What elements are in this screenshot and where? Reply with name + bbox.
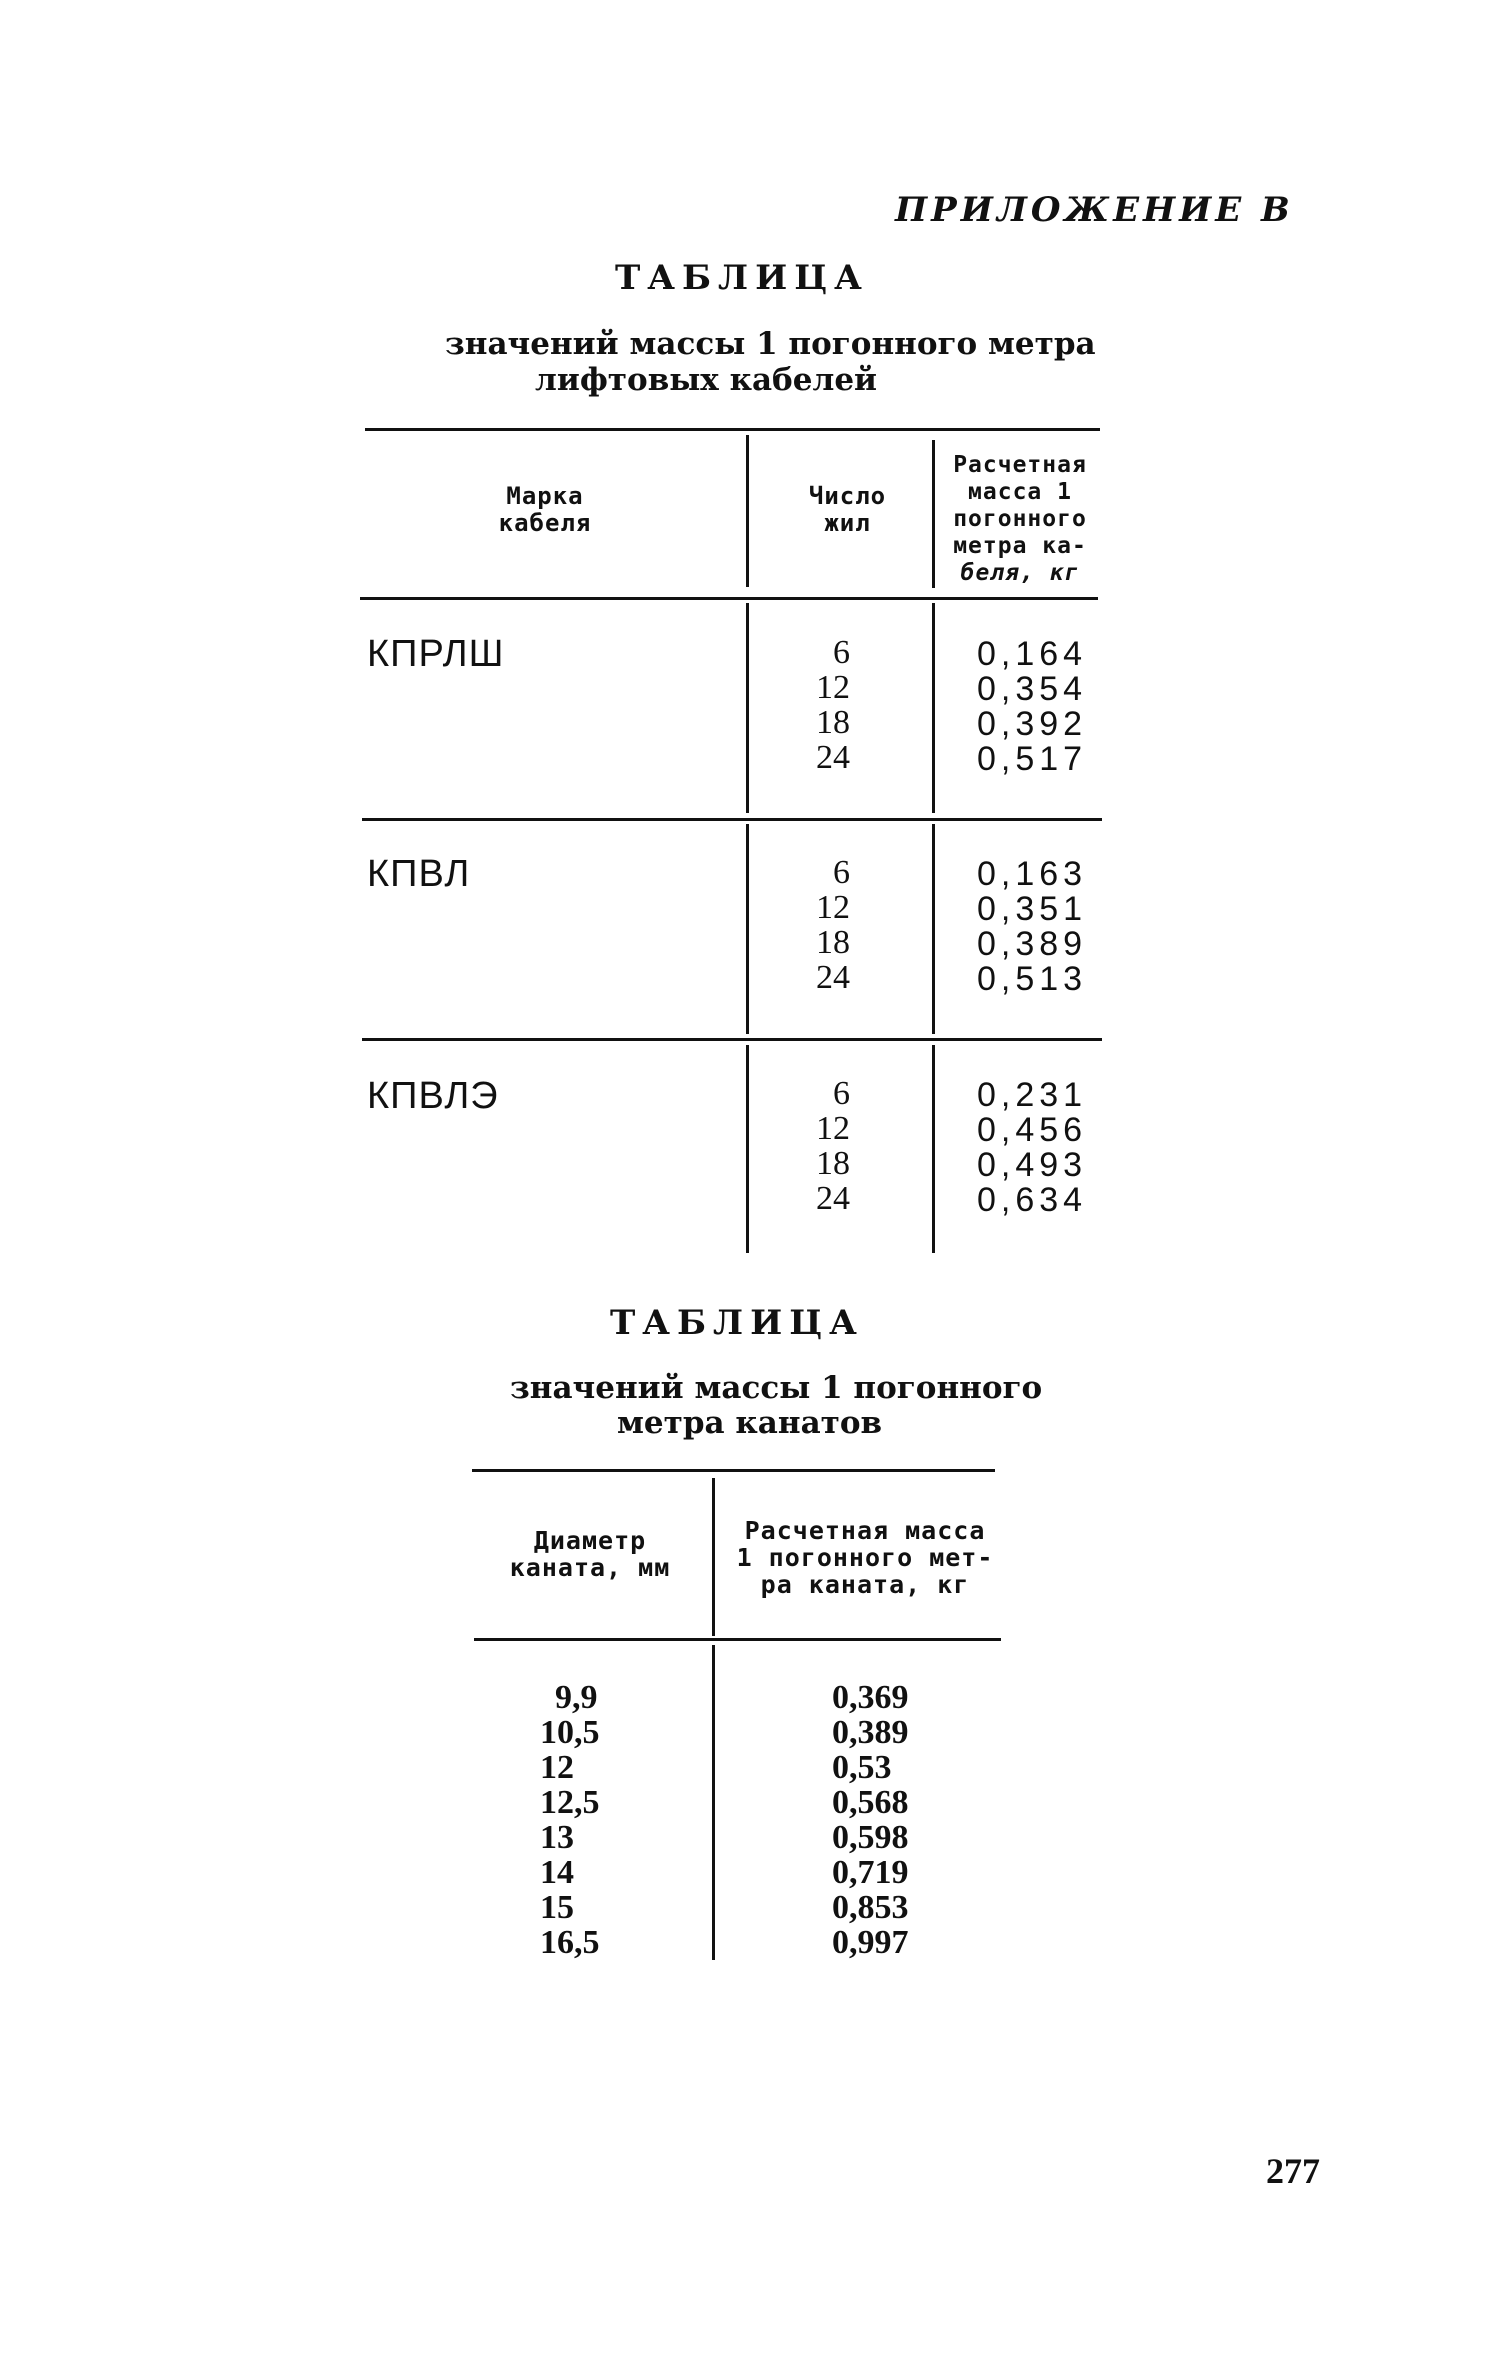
header-text: беля, кг xyxy=(960,560,1080,586)
cables-header-mass xyxy=(935,452,1105,587)
header-text: Марка xyxy=(506,482,584,510)
cores-cell: 6 xyxy=(833,1075,850,1112)
cores-cell: 12 xyxy=(816,889,850,926)
cables-column-separator xyxy=(932,603,935,813)
cores-cell: 18 xyxy=(816,1145,850,1182)
mass-cell: 0,351 xyxy=(977,890,1088,928)
rope-mass-cell: 0,369 xyxy=(832,1679,909,1716)
cables-header-separator xyxy=(746,435,749,587)
mass-cell: 0,163 xyxy=(977,855,1088,893)
cores-cell-group xyxy=(790,855,850,995)
cores-cell: 12 xyxy=(816,1110,850,1147)
cable-brand: КПРЛШ xyxy=(367,633,505,675)
header-text: Число xyxy=(808,482,887,510)
header-text: масса 1 xyxy=(968,479,1072,505)
rope-mass-cell: 0,997 xyxy=(832,1924,909,1961)
cores-cell: 24 xyxy=(816,739,850,776)
header-text: кабеля xyxy=(498,509,592,537)
header-text: ра каната, кг xyxy=(760,1570,970,1599)
diameter-cell: 12 xyxy=(540,1749,574,1786)
cables-subtitle-line2: лифтовых кабелей xyxy=(535,362,878,398)
cables-subtitle-line1: значений массы 1 погонного метра xyxy=(445,326,1096,362)
cables-group-divider xyxy=(362,818,1102,821)
appendix-label: ПРИЛОЖЕНИЕ В xyxy=(895,190,1294,230)
mass-cell: 0,354 xyxy=(977,670,1088,708)
ropes-header-separator xyxy=(712,1478,715,1636)
cables-top-rule xyxy=(365,428,1100,431)
mass-cell: 0,493 xyxy=(977,1146,1088,1184)
cables-header-brand xyxy=(460,483,630,537)
ropes-header-rule xyxy=(474,1638,1001,1641)
mass-cell: 0,389 xyxy=(977,925,1088,963)
cables-column-separator xyxy=(746,603,749,813)
mass-cell: 0,517 xyxy=(977,740,1088,778)
ropes-subtitle-line2: метра канатов xyxy=(617,1405,883,1441)
diameter-cell: 12,5 xyxy=(540,1784,600,1821)
header-text: Расчетная масса xyxy=(744,1516,986,1545)
cores-cell: 24 xyxy=(816,1180,850,1217)
ropes-header-mass xyxy=(730,1517,1000,1598)
cores-cell: 18 xyxy=(816,704,850,741)
rope-mass-cell: 0,598 xyxy=(832,1819,909,1856)
cores-cell: 24 xyxy=(816,959,850,996)
cores-cell-group xyxy=(790,1076,850,1216)
rope-mass-cell: 0,853 xyxy=(832,1889,909,1926)
cable-brand: КПВЛ xyxy=(367,853,471,895)
cables-group-divider xyxy=(362,1038,1102,1041)
cores-cell: 12 xyxy=(816,669,850,706)
cores-cell: 6 xyxy=(833,854,850,891)
mass-cell: 0,456 xyxy=(977,1111,1088,1149)
rope-mass-cell: 0,53 xyxy=(832,1749,892,1786)
header-text: жил xyxy=(824,509,871,537)
cables-header-cores xyxy=(780,483,915,537)
rope-mass-cell: 0,719 xyxy=(832,1854,909,1891)
mass-cell: 0,513 xyxy=(977,960,1088,998)
mass-cell-group xyxy=(977,637,1087,777)
diameter-cell: 10,5 xyxy=(540,1714,600,1751)
page-number: 277 xyxy=(1266,2151,1320,2191)
diameter-cell: 13 xyxy=(540,1819,574,1856)
cables-column-separator xyxy=(746,1045,749,1253)
diameter-cell: 9,9 xyxy=(555,1679,598,1716)
ropes-table-title: ТАБЛИЦА xyxy=(610,1303,864,1343)
header-text: Расчетная xyxy=(953,452,1087,478)
mass-cell: 0,634 xyxy=(977,1181,1088,1219)
rope-mass-cell: 0,389 xyxy=(832,1714,909,1751)
rope-mass-column xyxy=(832,1680,909,1960)
cores-cell: 18 xyxy=(816,924,850,961)
cores-cell-group xyxy=(790,635,850,775)
ropes-top-rule xyxy=(472,1469,995,1472)
mass-cell: 0,392 xyxy=(977,705,1088,743)
cables-column-separator xyxy=(746,824,749,1034)
rope-diameter-column xyxy=(540,1680,600,1960)
ropes-header-diameter xyxy=(480,1527,700,1581)
cores-cell: 6 xyxy=(833,634,850,671)
mass-cell: 0,164 xyxy=(977,635,1088,673)
header-text: Диаметр xyxy=(533,1526,647,1555)
diameter-cell: 14 xyxy=(540,1854,574,1891)
cable-brand: КПВЛЭ xyxy=(367,1075,499,1117)
header-text: метра ка- xyxy=(953,533,1087,559)
cables-table-title: ТАБЛИЦА xyxy=(615,258,869,298)
diameter-cell: 15 xyxy=(540,1889,574,1926)
diameter-cell: 16,5 xyxy=(540,1924,600,1961)
cables-column-separator xyxy=(932,1045,935,1253)
rope-mass-cell: 0,568 xyxy=(832,1784,909,1821)
mass-cell-group xyxy=(977,857,1087,997)
cables-column-separator xyxy=(932,824,935,1034)
ropes-column-separator xyxy=(712,1645,715,1960)
header-text: 1 погонного мет- xyxy=(736,1543,994,1572)
cables-header-rule xyxy=(360,597,1098,600)
mass-cell: 0,231 xyxy=(977,1076,1088,1114)
header-text: погонного xyxy=(953,506,1087,532)
header-text: каната, мм xyxy=(509,1553,671,1582)
mass-cell-group xyxy=(977,1078,1087,1218)
ropes-subtitle-line1: значений массы 1 погонного xyxy=(510,1370,1043,1406)
